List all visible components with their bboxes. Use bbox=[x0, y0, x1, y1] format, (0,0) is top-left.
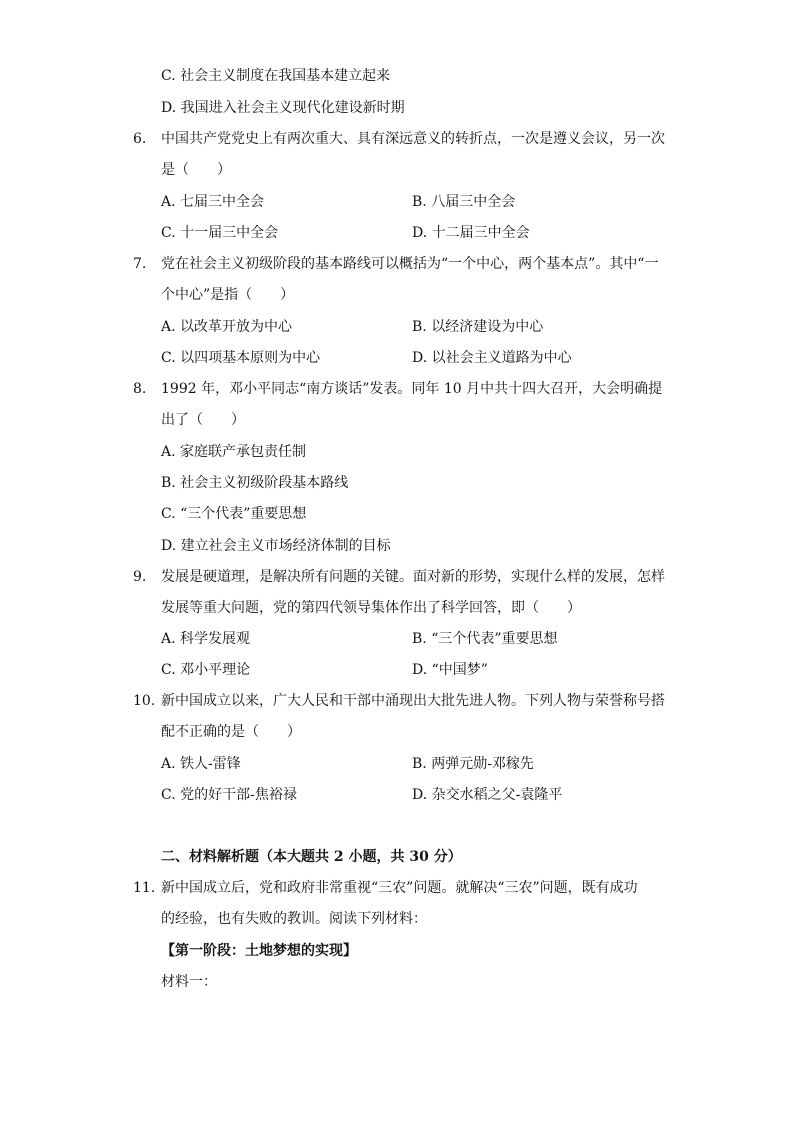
section-2-title: 二、材料解析题（本大题共 2 小题，共 30 分） bbox=[161, 849, 462, 865]
q9-option-c: C. 邓小平理论 bbox=[161, 662, 251, 678]
q7-option-c: C. 以四项基本原则为中心 bbox=[161, 350, 321, 366]
q11-stage-heading: 【第一阶段：土地梦想的实现】 bbox=[161, 943, 357, 959]
q7-option-a: A. 以改革开放为中心 bbox=[161, 319, 293, 335]
q9-option-b: B. “三个代表”重要思想 bbox=[412, 631, 558, 647]
q9-stem-line-2: 发展等重大问题，党的第四代领导集体作出了科学回答，即（ ） bbox=[161, 600, 581, 616]
q9-option-a: A. 科学发展观 bbox=[161, 631, 251, 647]
q6-option-a: A. 七届三中全会 bbox=[161, 194, 265, 210]
q8-option-d: D. 建立社会主义市场经济体制的目标 bbox=[161, 538, 391, 554]
q7-option-b: B. 以经济建设为中心 bbox=[412, 319, 544, 335]
q9-option-d: D. “中国梦” bbox=[412, 662, 488, 678]
q6-stem-line-2: 是（ ） bbox=[161, 162, 231, 178]
q10-option-a: A. 铁人-雷锋 bbox=[161, 756, 241, 772]
q8-stem-line-2: 出了（ ） bbox=[161, 412, 245, 428]
q6-stem-line-1: 中国共产党党史上有两次重大、具有深远意义的转折点，一次是遵义会议，另一次 bbox=[161, 131, 665, 147]
q11-material-label: 材料一： bbox=[161, 974, 217, 990]
q7-number: 7. bbox=[133, 256, 147, 272]
q10-option-d: D. 杂交水稻之父-袁隆平 bbox=[412, 787, 563, 803]
q11-stem-line-1: 新中国成立后，党和政府非常重视“三农”问题。就解决“三农”问题，既有成功 bbox=[161, 880, 638, 896]
q8-number: 8. bbox=[133, 381, 147, 397]
q8-stem-line-1: 1992 年，邓小平同志“南方谈话”发表。同年 10 月中共十四大召开，大会明确提 bbox=[161, 381, 663, 397]
q7-stem-line-2: 个中心”是指（ ） bbox=[161, 287, 295, 303]
q10-stem-line-1: 新中国成立以来，广大人民和干部中涌现出大批先进人物。下列人物与荣誉称号搭 bbox=[161, 693, 665, 709]
q6-option-b: B. 八届三中全会 bbox=[412, 194, 516, 210]
q11-stem-line-2: 的经验，也有失败的教训。阅读下列材料： bbox=[161, 911, 427, 927]
q8-option-b: B. 社会主义初级阶段基本路线 bbox=[161, 475, 349, 491]
q10-option-b: B. 两弹元勋-邓稼先 bbox=[412, 756, 534, 772]
q7-option-d: D. 以社会主义道路为中心 bbox=[412, 350, 572, 366]
q9-stem-line-1: 发展是硬道理，是解决所有问题的关键。面对新的形势，实现什么样的发展，怎样 bbox=[161, 569, 665, 585]
q9-number: 9. bbox=[133, 569, 147, 585]
q7-stem-line-1: 党在社会主义初级阶段的基本路线可以概括为“一个中心，两个基本点”。其中“一 bbox=[161, 256, 659, 272]
q8-option-c: C. “三个代表”重要思想 bbox=[161, 506, 307, 522]
q11-number: 11. bbox=[133, 880, 156, 896]
q5-option-c: C. 社会主义制度在我国基本建立起来 bbox=[161, 68, 391, 84]
q10-option-c: C. 党的好干部-焦裕禄 bbox=[161, 787, 297, 803]
q10-number: 10. bbox=[133, 693, 156, 709]
q5-option-d: D. 我国进入社会主义现代化建设新时期 bbox=[161, 100, 405, 116]
q10-stem-line-2: 配不正确的是（ ） bbox=[161, 724, 301, 740]
q6-number: 6. bbox=[133, 131, 147, 147]
q6-option-c: C. 十一届三中全会 bbox=[161, 225, 279, 241]
q8-option-a: A. 家庭联产承包责任制 bbox=[161, 444, 307, 460]
q6-option-d: D. 十二届三中全会 bbox=[412, 225, 530, 241]
